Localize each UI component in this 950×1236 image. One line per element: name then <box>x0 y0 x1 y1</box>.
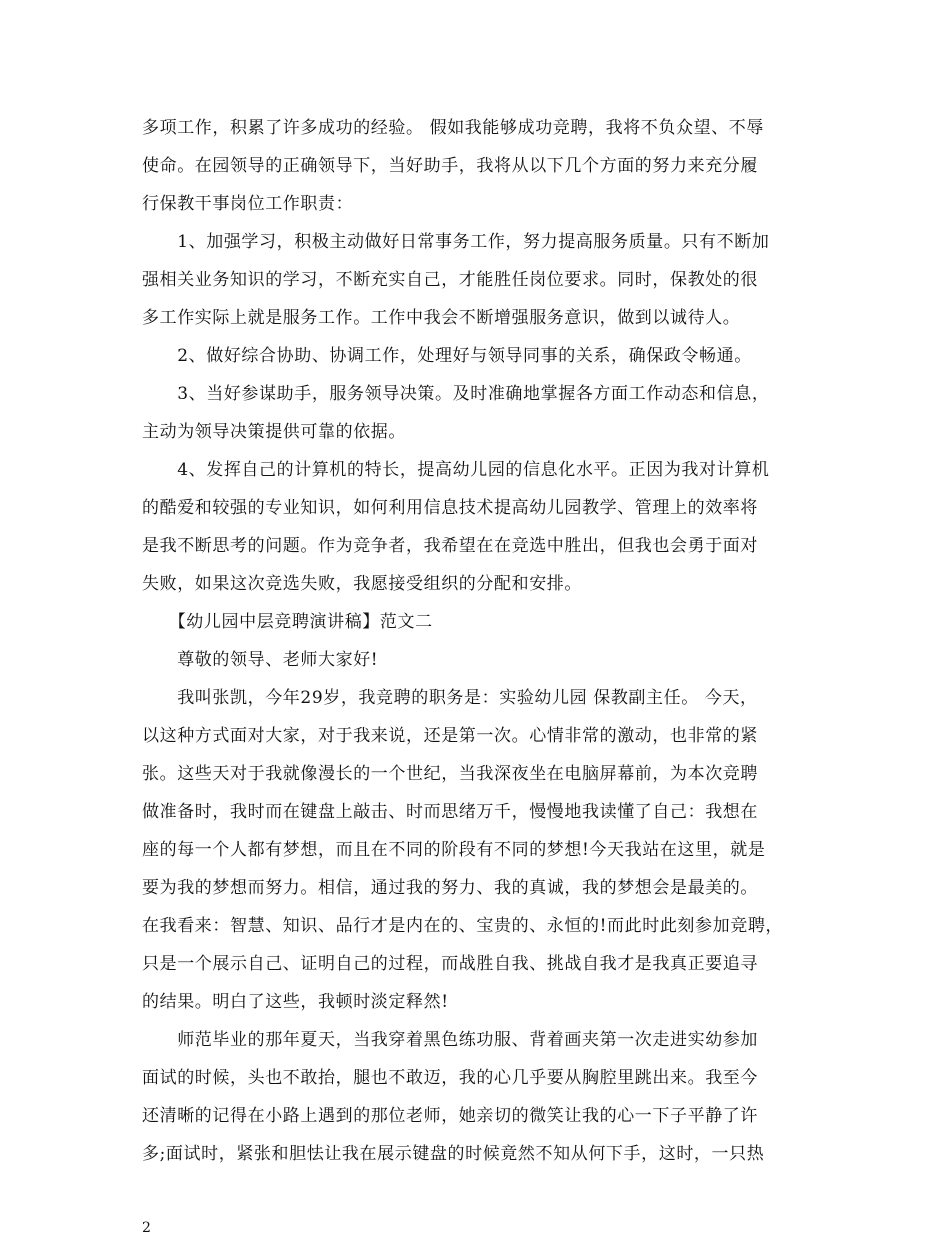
body-text-line: 主动为领导决策提供可靠的依据。 <box>142 422 406 442</box>
body-text-line: 我叫张凯，今年29岁，我竞聘的职务是：实验幼儿园 保教副主任。 今天， <box>142 688 758 708</box>
greeting-line: 尊敬的领导、老师大家好! <box>142 650 379 670</box>
page-number: 2 <box>142 1220 151 1236</box>
body-text-line: 的结果。明白了这些，我顿时淡定释然! <box>142 992 449 1012</box>
body-text-line: 在我看来：智慧、知识、品行才是内在的、宝贵的、永恒的!而此时此刻参加竞聘， <box>142 916 784 936</box>
body-text-line: 强相关业务知识的学习，不断充实自己，才能胜任岗位要求。同时，保教处的很 <box>142 270 758 290</box>
body-text-line: 多;面试时，紧张和胆怯让我在展示键盘的时候竟然不知从何下手，这时，一只热 <box>142 1144 765 1164</box>
body-text-line: 座的每一个人都有梦想，而且在不同的阶段有不同的梦想!今天我站在这里，就是 <box>142 840 766 860</box>
body-text-line: 要为我的梦想而努力。相信，通过我的努力、我的真诚，我的梦想会是最美的。 <box>142 878 758 898</box>
body-text-line: 1、加强学习，积极主动做好日常事务工作，努力提高服务质量。只有不断加 <box>142 232 770 252</box>
body-text-line: 的酷爱和较强的专业知识，如何利用信息技术提高幼儿园教学、管理上的效率将 <box>142 498 758 518</box>
body-text-line: 行保教干事岗位工作职责： <box>142 194 354 214</box>
body-text-line: 张。这些天对于我就像漫长的一个世纪，当我深夜坐在电脑屏幕前，为本次竞聘 <box>142 764 758 784</box>
body-text-line: 4、发挥自己的计算机的特长，提高幼儿园的信息化水平。正因为我对计算机 <box>142 460 770 480</box>
section-heading: 【幼儿园中层竞聘演讲稿】范文二 <box>142 612 433 632</box>
body-text-line: 做准备时，我时而在键盘上敲击、时而思绪万千，慢慢地我读懂了自己：我想在 <box>142 802 758 822</box>
body-text-line: 以这种方式面对大家，对于我来说，还是第一次。心情非常的激动，也非常的紧 <box>142 726 758 746</box>
body-text-line: 失败，如果这次竞选失败，我愿接受组织的分配和安排。 <box>142 574 582 594</box>
body-text-line: 只是一个展示自己、证明自己的过程，而战胜自我、挑战自我才是我真正要追寻 <box>142 954 758 974</box>
body-text-line: 还清晰的记得在小路上遇到的那位老师，她亲切的微笑让我的心一下子平静了许 <box>142 1106 758 1126</box>
body-text-line: 多项工作，积累了许多成功的经验。 假如我能够成功竞聘，我将不负众望、不辱 <box>142 118 765 138</box>
body-text-line: 面试的时候，头也不敢抬，腿也不敢迈，我的心几乎要从胸腔里跳出来。我至今 <box>142 1068 758 1088</box>
body-text-line: 使命。在园领导的正确领导下，当好助手，我将从以下几个方面的努力来充分履 <box>142 156 758 176</box>
body-text-line: 师范毕业的那年夏天，当我穿着黑色练功服、背着画夹第一次走进实幼参加 <box>142 1030 758 1050</box>
body-text-line: 多工作实际上就是服务工作。工作中我会不断增强服务意识，做到以诚待人。 <box>142 308 741 328</box>
body-text-line: 3、当好参谋助手，服务领导决策。及时准确地掌握各方面工作动态和信息， <box>142 384 770 404</box>
body-text-line: 2、做好综合协助、协调工作，处理好与领导同事的关系，确保政令畅通。 <box>142 346 752 366</box>
body-text-line: 是我不断思考的问题。作为竞争者，我希望在在竞选中胜出，但我也会勇于面对 <box>142 536 758 556</box>
